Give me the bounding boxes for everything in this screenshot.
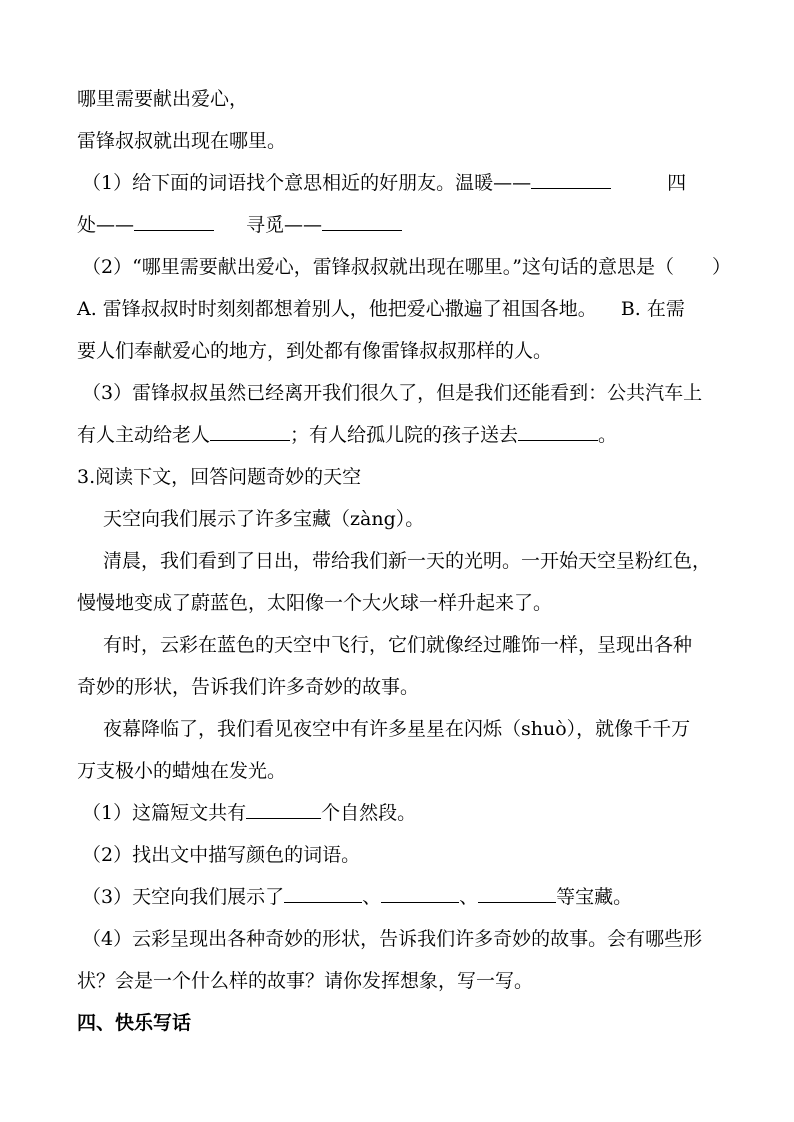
answer-blank-treasure-1[interactable] [284, 884, 362, 903]
answer-blank-everywhere[interactable] [134, 212, 214, 231]
answer-blank-warm[interactable] [531, 170, 611, 189]
passage-paragraph-2-line-2: 慢慢地变成了蔚蓝色，太阳像一个大火球一样升起来了。 [77, 592, 553, 614]
q2-subquestion-2: （2）“哪里需要献出爱心，雷锋叔叔就出现在哪里。”这句话的意思是（ ） [82, 256, 732, 278]
q3-subquestion-3 [82, 884, 732, 910]
q3-subquestion-1 [82, 800, 732, 826]
answer-blank-treasure-2[interactable] [381, 884, 459, 903]
q3-s3-suffix: 等宝藏。 [556, 886, 633, 908]
passage-paragraph-4-line-2: 万支极小的蜡烛在发光。 [77, 760, 287, 782]
passage-paragraph-3-line-1: 有时，云彩在蓝色的天空中飞行，它们就像经过雕饰一样，呈现出各种 [103, 634, 693, 656]
q3-s3-separator-2: 、 [459, 886, 479, 908]
q2-s3-part-1: 有人主动给老人 [77, 424, 211, 446]
q3-s3-separator-1: 、 [362, 886, 382, 908]
q3-subquestion-4-line-1: （4）云彩呈现出各种奇妙的形状，告诉我们许多奇妙的故事。会有哪些形 [82, 928, 703, 950]
passage-paragraph-3-line-2: 奇妙的形状，告诉我们许多奇妙的故事。 [77, 676, 420, 698]
q2-subquestion-1-line-2 [77, 212, 727, 238]
q2-s1-word-xunmi: 寻觅—— [246, 214, 323, 236]
q3-s1-prompt: （1）这篇短文共有 [82, 802, 247, 824]
q3-subquestion-2: （2）找出文中描写颜色的词语。 [82, 844, 361, 866]
answer-blank-seek[interactable] [322, 212, 402, 231]
q2-option-b-start: B. 在需 [620, 298, 685, 320]
q2-subquestion-3-line-2 [77, 422, 727, 448]
q2-option-b-continued: 要人们奉献爱心的地方，到处都有像雷锋叔叔那样的人。 [77, 340, 553, 362]
q3-heading: 3.阅读下文，回答问题奇妙的天空 [77, 466, 362, 488]
answer-blank-paragraph-count[interactable] [246, 800, 321, 819]
q2-subquestion-3-line-1: （3）雷锋叔叔虽然已经离开我们很久了，但是我们还能看到：公共汽车上 [82, 382, 703, 404]
q2-option-line-1 [77, 296, 727, 322]
q2-subquestion-1-line-1 [82, 170, 732, 196]
q2-s1-prompt: （1）给下面的词语找个意思相近的好朋友。温暖—— [82, 172, 532, 194]
q2-s1-word-chu: 处—— [77, 214, 135, 236]
answer-blank-orphanage[interactable] [518, 422, 598, 441]
poem-line-1: 哪里需要献出爱心， [77, 88, 249, 110]
poem-line-2: 雷锋叔叔就出现在哪里。 [77, 130, 287, 152]
section-heading-happy-writing: 四、快乐写话 [77, 1012, 192, 1034]
q3-s1-suffix: 个自然段。 [321, 802, 417, 824]
passage-paragraph-2-line-1: 清晨，我们看到了日出，带给我们新一天的光明。一开始天空呈粉红色， [103, 550, 712, 572]
q3-s3-prompt: （3）天空向我们展示了 [82, 886, 285, 908]
answer-blank-elderly[interactable] [210, 422, 290, 441]
q2-s3-part-2: ；有人给孤儿院的孩子送去 [290, 424, 519, 446]
passage-paragraph-1: 天空向我们展示了许多宝藏（zàng）。 [103, 508, 425, 530]
q3-subquestion-4-line-2: 状？会是一个什么样的故事？请你发挥想象，写一写。 [77, 970, 534, 992]
passage-paragraph-4-line-1: 夜幕降临了，我们看见夜空中有许多星星在闪烁（shuò），就像千千万 [103, 718, 691, 740]
q2-s3-part-3: 。 [598, 424, 618, 446]
q2-option-a: A. 雷锋叔叔时时刻刻都想着别人，他把爱心撒遍了祖国各地。 [77, 298, 597, 320]
answer-blank-treasure-3[interactable] [478, 884, 556, 903]
q2-s1-word-si: 四 [667, 172, 687, 194]
